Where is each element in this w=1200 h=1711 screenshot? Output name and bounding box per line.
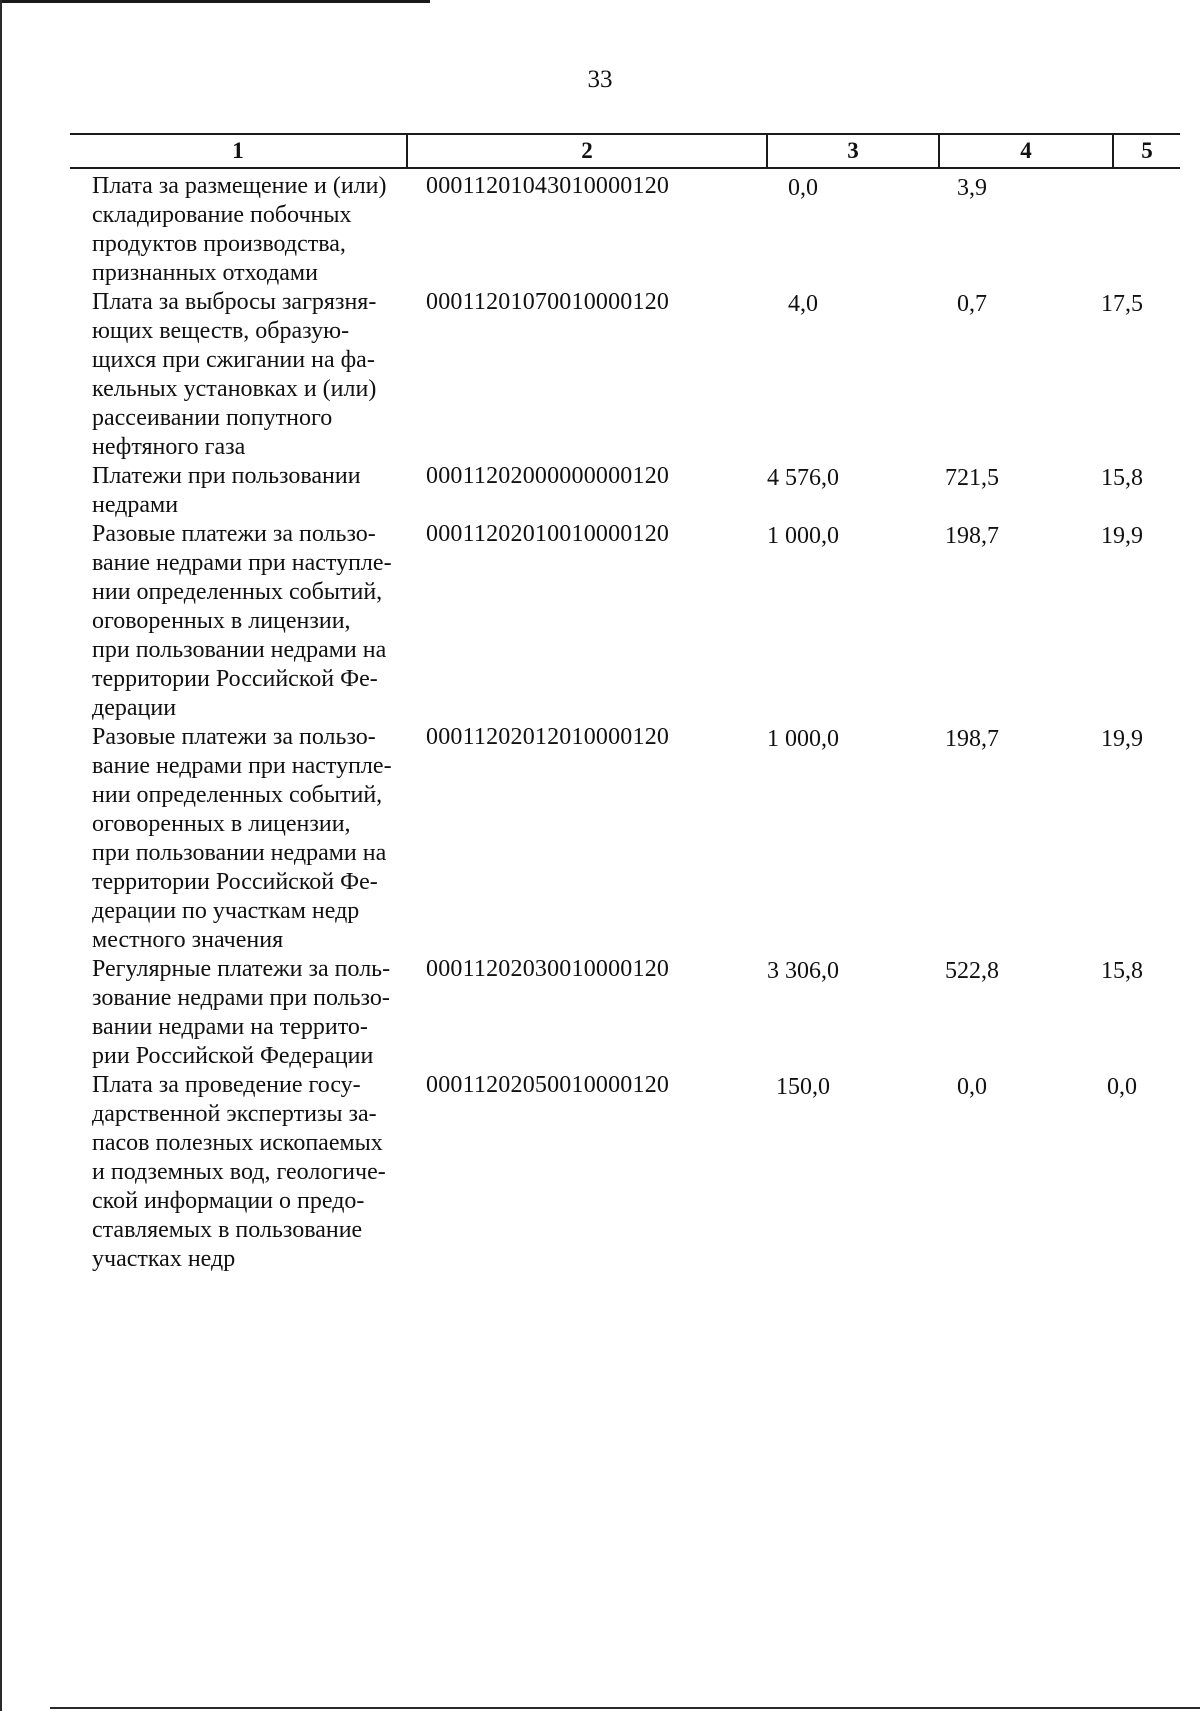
- value-col-4: 3,9: [957, 175, 987, 201]
- revenue-item-name-line: недрами: [92, 492, 179, 518]
- revenue-item-name-line: Регулярные платежи за поль-: [92, 956, 391, 982]
- table-header-cell-4: 4: [938, 135, 1112, 167]
- value-col-5: 15,8: [1101, 958, 1143, 984]
- revenue-item-name: [92, 172, 406, 288]
- value-col-5: 19,9: [1101, 523, 1143, 549]
- table-row: [92, 520, 1192, 723]
- revenue-item-name-line: Плата за проведение госу-: [92, 1072, 361, 1098]
- revenue-item-name: [92, 723, 406, 955]
- revenue-item-name-line: при пользовании недрами на: [92, 840, 387, 866]
- value-col-3: 4 576,0: [767, 465, 839, 491]
- revenue-item-name-line: территории Российской Фе-: [92, 869, 378, 895]
- value-col-5: 17,5: [1101, 291, 1143, 317]
- value-col-3: 1 000,0: [767, 726, 839, 752]
- value-col-4: 198,7: [945, 726, 999, 752]
- revenue-item-name-line: Разовые платежи за пользо-: [92, 724, 376, 750]
- revenue-item-name-line: дерации по участкам недр: [92, 898, 360, 924]
- scan-edge-bottom: [50, 1707, 1200, 1709]
- budget-classification-code: 00011201043010000120: [426, 173, 670, 199]
- value-col-4: 721,5: [945, 465, 999, 491]
- table-header-cell-5: 5: [1112, 135, 1180, 167]
- revenue-item-name-line: вание недрами при наступле-: [92, 753, 392, 779]
- revenue-item-name-line: зование недрами при пользо-: [92, 985, 390, 1011]
- revenue-item-name-line: признанных отходами: [92, 260, 318, 286]
- value-col-3: 150,0: [776, 1074, 830, 1100]
- budget-classification-code: 00011201070010000120: [426, 289, 670, 315]
- revenue-item-name-line: складирование побочных: [92, 202, 352, 228]
- value-col-5: [1060, 172, 1184, 174]
- revenue-item-name-line: Платежи при пользовании: [92, 463, 361, 489]
- revenue-item-name-line: рии Российской Федерации: [92, 1043, 374, 1069]
- table-header-cell-3: 3: [766, 135, 938, 167]
- budget-classification-code: 00011202000000000120: [426, 463, 670, 489]
- table-row: [92, 955, 1192, 1071]
- table-row: [92, 1071, 1192, 1274]
- revenue-item-name-line: кельных установках и (или): [92, 376, 377, 402]
- revenue-item-name-line: местного значения: [92, 927, 284, 953]
- value-col-5: 15,8: [1101, 465, 1143, 491]
- revenue-item-name-line: территории Российской Фе-: [92, 666, 378, 692]
- value-col-5: 19,9: [1101, 726, 1143, 752]
- revenue-item-name-line: вании недрами на террито-: [92, 1014, 368, 1040]
- revenue-item-name-line: продуктов производства,: [92, 231, 346, 257]
- revenue-item-name-line: дарственной экспертизы за-: [92, 1101, 377, 1127]
- revenue-item-name: [92, 1071, 406, 1274]
- budget-classification-code: 00011202012010000120: [426, 724, 670, 750]
- value-col-3: 1 000,0: [767, 523, 839, 549]
- scan-edge-left: [0, 0, 2, 1711]
- revenue-item-name: [92, 462, 406, 520]
- scan-edge-top: [0, 0, 430, 3]
- revenue-item-name-line: щихся при сжигании на фа-: [92, 347, 375, 373]
- table-body: [92, 172, 1192, 1274]
- revenue-item-name-line: нефтяного газа: [92, 434, 246, 460]
- revenue-item-name-line: вание недрами при наступле-: [92, 550, 392, 576]
- table-row: [92, 172, 1192, 288]
- value-col-5: 0,0: [1107, 1074, 1137, 1100]
- revenue-item-name-line: оговоренных в лицензии,: [92, 608, 351, 634]
- revenue-item-name-line: Плата за размещение и (или): [92, 173, 387, 199]
- revenue-item-name-line: Плата за выбросы загрязня-: [92, 289, 377, 315]
- revenue-item-name-line: ющих веществ, образую-: [92, 318, 350, 344]
- revenue-item-name-line: участках недр: [92, 1246, 236, 1272]
- budget-classification-code: 00011202050010000120: [426, 1072, 670, 1098]
- revenue-item-name-line: Разовые платежи за пользо-: [92, 521, 376, 547]
- budget-classification-code: 00011202030010000120: [426, 956, 670, 982]
- value-col-4: 198,7: [945, 523, 999, 549]
- budget-classification-code: 00011202010010000120: [426, 521, 670, 547]
- value-col-3: 4,0: [788, 291, 818, 317]
- revenue-item-name-line: пасов полезных ископаемых: [92, 1130, 383, 1156]
- table-row: [92, 723, 1192, 955]
- value-col-4: 0,7: [957, 291, 987, 317]
- revenue-item-name-line: при пользовании недрами на: [92, 637, 387, 663]
- table-row: [92, 288, 1192, 462]
- revenue-item-name-line: и подземных вод, геологиче-: [92, 1159, 386, 1185]
- revenue-item-name: [92, 520, 406, 723]
- table-row: [92, 462, 1192, 520]
- revenue-item-name-line: дерации: [92, 695, 177, 721]
- value-col-4: 522,8: [945, 958, 999, 984]
- page-number: 33: [587, 66, 613, 93]
- table-header-cell-1: 1: [232, 138, 244, 163]
- revenue-item-name-line: ской информации о предо-: [92, 1188, 365, 1214]
- value-col-4: 0,0: [957, 1074, 987, 1100]
- table-header-row: [70, 133, 1180, 169]
- revenue-item-name-line: ставляемых в пользование: [92, 1217, 363, 1243]
- revenue-item-name-line: нии определенных событий,: [92, 782, 383, 808]
- revenue-item-name-line: рассеивании попутного: [92, 405, 333, 431]
- revenue-item-name: [92, 288, 406, 462]
- value-col-3: 0,0: [788, 175, 818, 201]
- revenue-item-name: [92, 955, 406, 1071]
- value-col-3: 3 306,0: [767, 958, 839, 984]
- table-header-cell-2: 2: [406, 135, 766, 167]
- revenue-item-name-line: нии определенных событий,: [92, 579, 383, 605]
- revenue-item-name-line: оговоренных в лицензии,: [92, 811, 351, 837]
